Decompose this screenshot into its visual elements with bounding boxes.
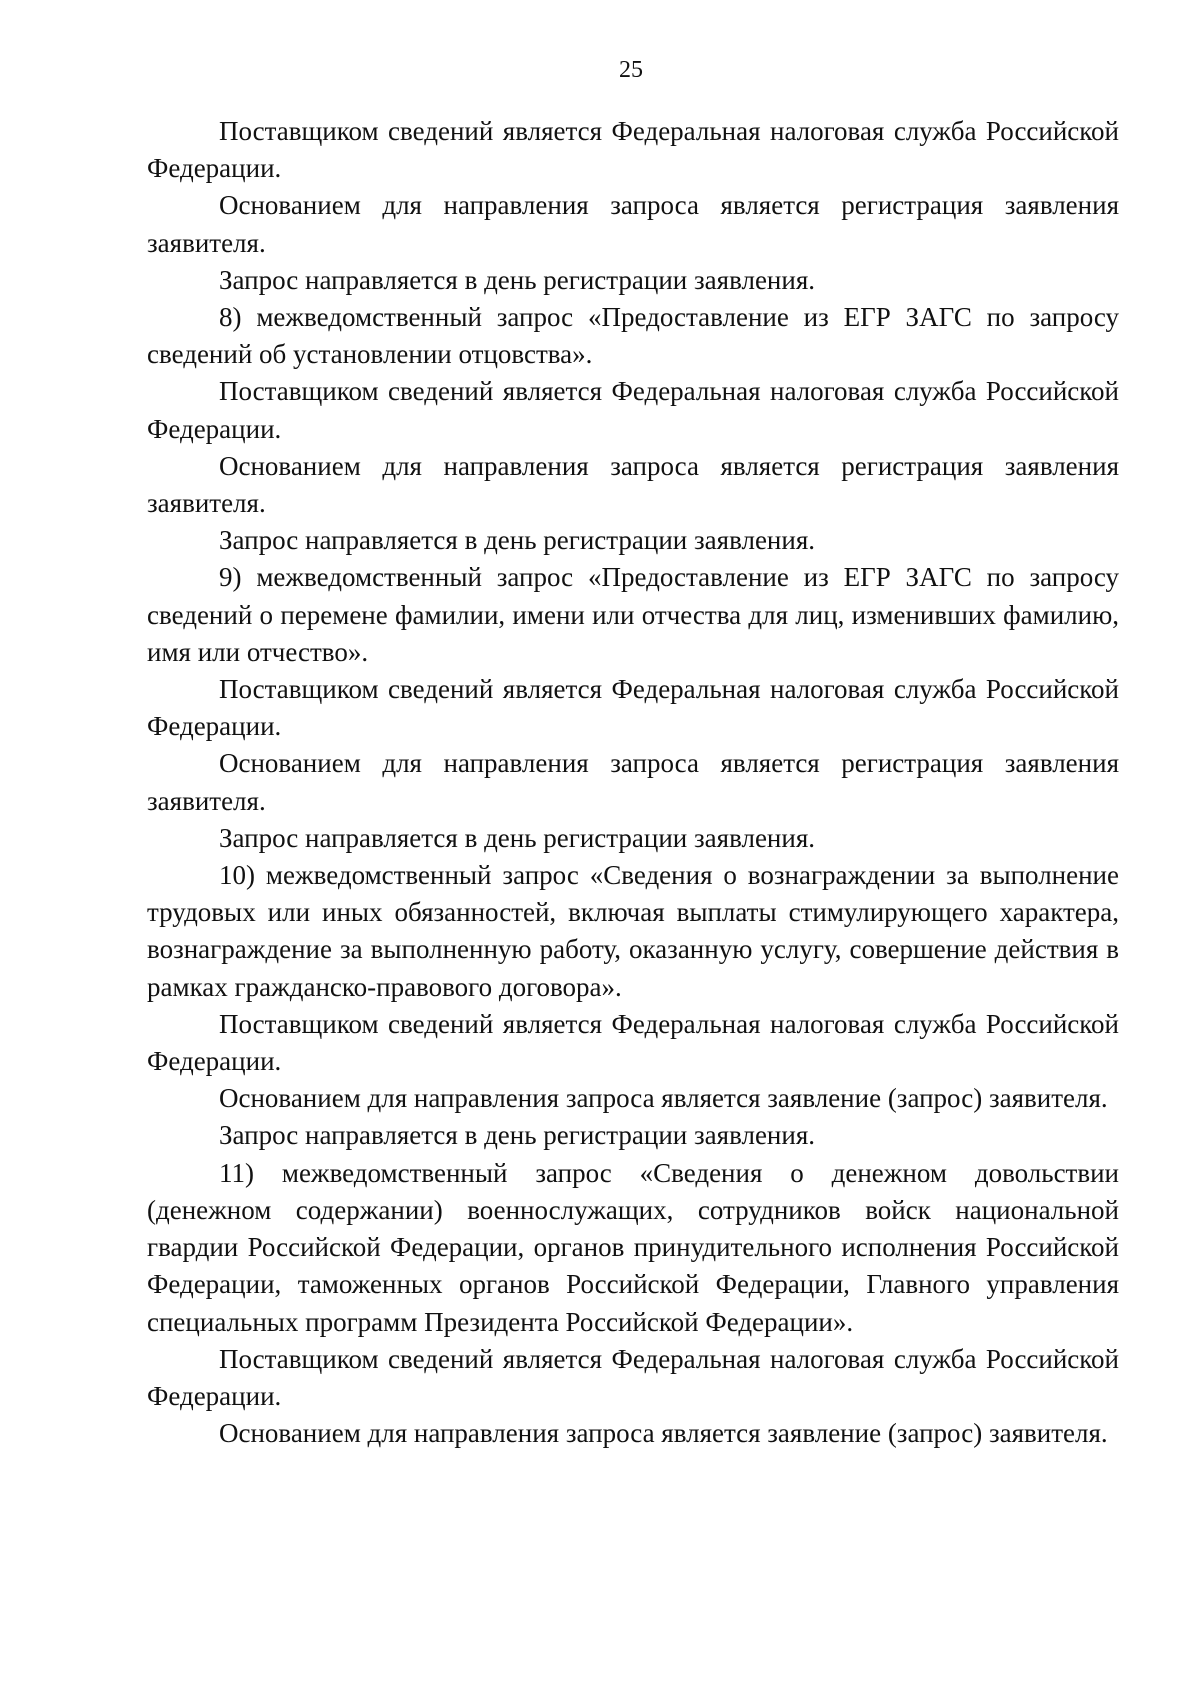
document-body (147, 113, 1119, 1452)
paragraph-supplier: Поставщиком сведений является Федеральная налоговая служба Российской Федерации. (147, 116, 1119, 184)
paragraph-basis: Основанием для направления запроса является регистрация заявления заявителя. (147, 190, 1119, 258)
paragraph-basis: Основанием для направления запроса является регистрация заявления заявителя. (147, 450, 1119, 519)
paragraph-timing: Запрос направляется в день регистрации заявления. (219, 525, 815, 556)
paragraph-supplier: Поставщиком сведений является Федеральная налоговая служба Российской Федерации. (147, 1008, 1119, 1077)
paragraph-basis: Основанием для направления запроса является заявление (запрос) заявителя. (219, 1418, 1108, 1449)
paragraph-request-11: 11) межведомственный запрос «Сведения о денежном довольствии (денежном содержании) военнослужащих, сотрудников войск национальной гвардии Российской Федерации, органов принудительного исполнения Российской Федерации, таможенных органов Российской Федерации, Главного управления специальных программ Президента Российской Федерации». (147, 1157, 1119, 1337)
paragraph-timing: Запрос направляется в день регистрации заявления. (219, 822, 815, 853)
paragraph-basis: Основанием для направления запроса является заявление (запрос) заявителя. (219, 1083, 1108, 1114)
paragraph-timing: Запрос направляется в день регистрации заявления. (219, 1120, 815, 1151)
paragraph-request-10: 10) межведомственный запрос «Сведения о вознаграждении за выполнение трудовых или иных обязанностей, включая выплаты стимулирующего характера, вознаграждение за выполненную работу, оказанную услугу, совершение действия в рамках гражданско-правового договора». (147, 860, 1119, 1002)
paragraph-supplier: Поставщиком сведений является Федеральная налоговая служба Российской Федерации. (147, 1343, 1119, 1411)
page-number: 25 (619, 57, 643, 83)
paragraph-timing: Запрос направляется в день регистрации заявления. (219, 264, 815, 295)
paragraph-request-9: 9) межведомственный запрос «Предоставление из ЕГР ЗАГС по запросу сведений о перемене фамилии, имени или отчества для лиц, изменивших фамилию, имя или отчество». (147, 562, 1119, 667)
paragraph-request-8: 8) межведомственный запрос «Предоставление из ЕГР ЗАГС по запросу сведений об установлении отцовства». (147, 302, 1119, 370)
paragraph-supplier: Поставщиком сведений является Федеральная налоговая служба Российской Федерации. (147, 674, 1119, 742)
paragraph-basis: Основанием для направления запроса является регистрация заявления заявителя. (147, 748, 1119, 816)
paragraph-supplier: Поставщиком сведений является Федеральная налоговая служба Российской Федерации. (147, 376, 1119, 444)
